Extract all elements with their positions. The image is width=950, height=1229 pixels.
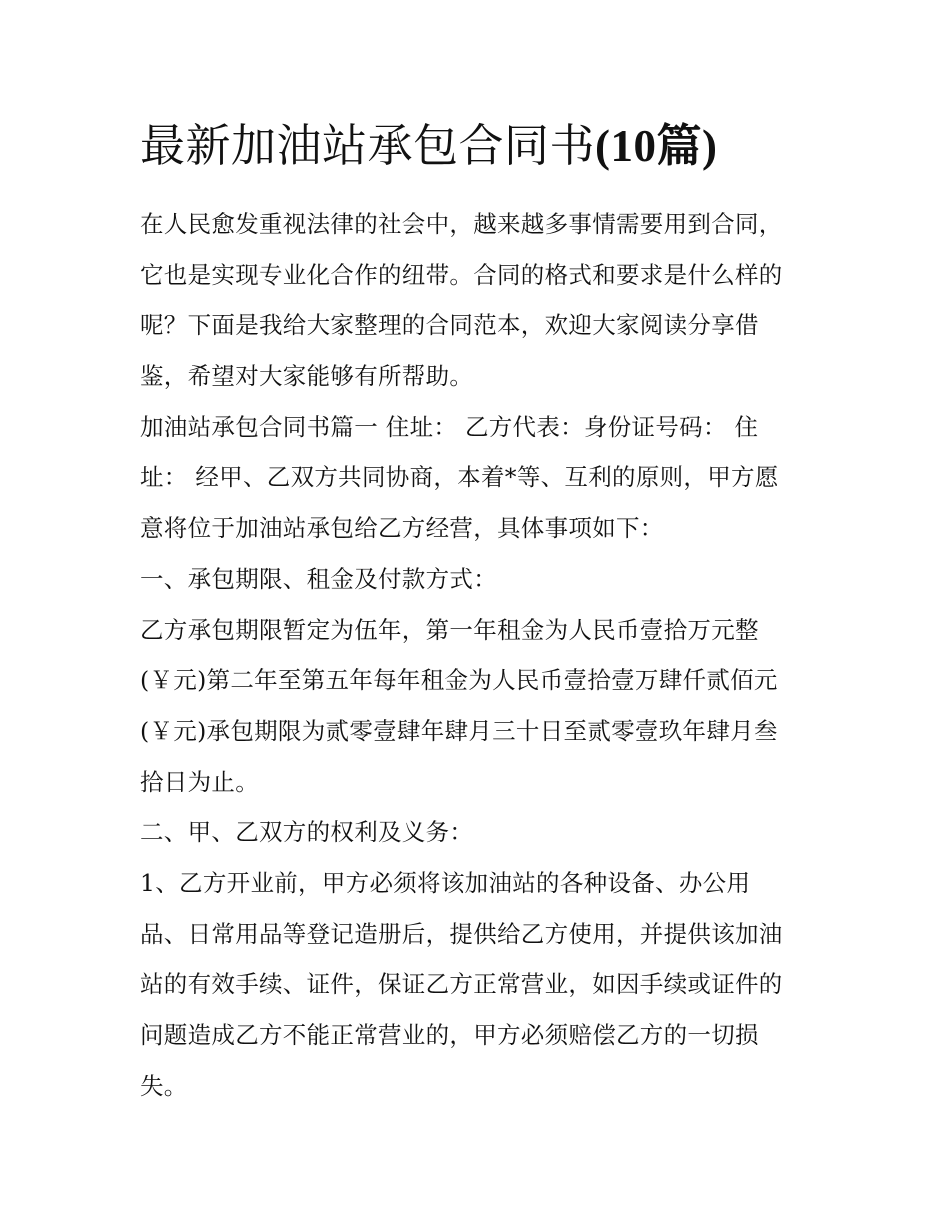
body-line: (￥元)承包期限为贰零壹肆年肆月三十日至贰零壹玖年肆月叁 <box>140 716 778 745</box>
document-title-count: (10篇) <box>595 121 718 171</box>
body-line: (￥元)第二年至第五年每年租金为人民币壹拾壹万肆仟贰佰元 <box>140 666 778 695</box>
body-line: 站的有效手续、证件，保证乙方正常营业，如因手续或证件的 <box>140 970 783 999</box>
section-heading-1: 一、承包期限、租金及付款方式： <box>140 564 497 593</box>
body-line: 意将位于加油站承包给乙方经营，具体事项如下： <box>140 514 664 543</box>
document-title <box>140 113 840 179</box>
body-line: 问题造成乙方不能正常营业的，甲方必须赔偿乙方的一切损 <box>140 1021 759 1049</box>
section-heading-2: 二、甲、乙双方的权利及义务： <box>140 818 474 847</box>
document-title-text: 最新加油站承包合同书 <box>140 119 596 172</box>
body-line: 在人民愈发重视法律的社会中，越来越多事情需要用到合同， <box>140 210 783 238</box>
body-line: 拾日为止。 <box>140 767 259 796</box>
body-line: 它也是实现专业化合作的纽带。合同的格式和要求是什么样的 <box>140 260 783 289</box>
body-line: 品、日常用品等登记造册后，提供给乙方使用，并提供该加油 <box>140 919 783 948</box>
body-line: 鉴，希望对大家能够有所帮助。 <box>140 362 474 391</box>
body-line: 址： 经甲、乙双方共同协商，本着*等、互利的原则，甲方愿 <box>140 463 779 492</box>
document-body <box>140 199 820 1111</box>
body-line: 加油站承包合同书篇一 住址： 乙方代表：身份证号码： 住 <box>140 412 759 441</box>
body-line: 呢？下面是我给大家整理的合同范本，欢迎大家阅读分享借 <box>140 311 759 340</box>
body-line: 乙方承包期限暂定为伍年，第一年租金为人民币壹拾万元整 <box>140 615 759 644</box>
body-line: 1、乙方开业前，甲方必须将该加油站的各种设备、办公用 <box>140 868 751 897</box>
body-line: 失。 <box>140 1071 188 1100</box>
